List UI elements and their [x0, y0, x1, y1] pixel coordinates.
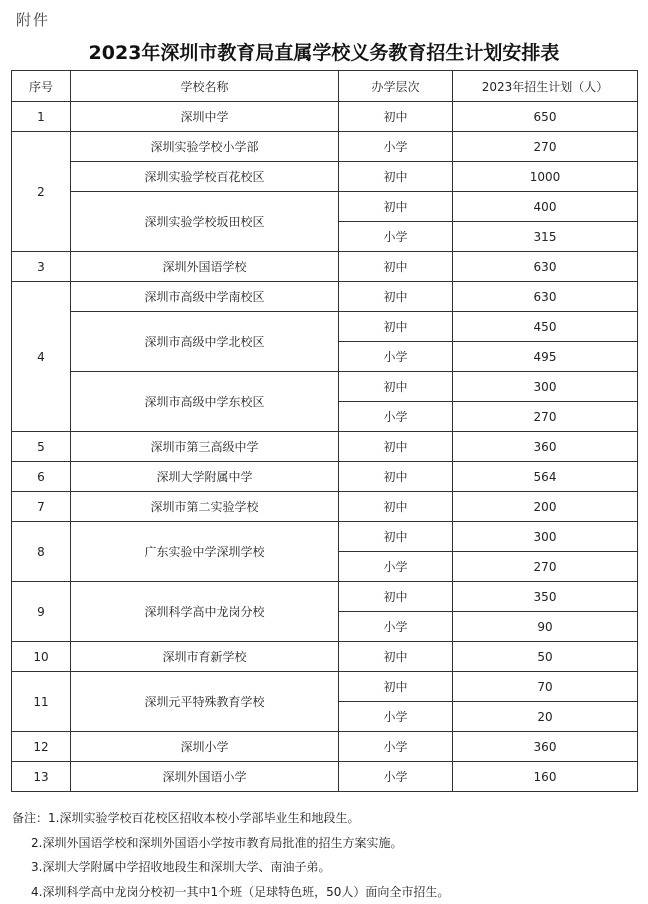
school-name-cell: 深圳市高级中学北校区 [71, 312, 339, 372]
enrollment-plan-table [11, 70, 638, 792]
level-cell: 初中 [339, 522, 453, 552]
school-name-cell: 深圳元平特殊教育学校 [71, 672, 339, 732]
level-cell: 小学 [339, 222, 453, 252]
school-name-cell: 深圳实验学校小学部 [71, 132, 339, 162]
school-name-cell: 深圳实验学校百花校区 [71, 162, 339, 192]
level-cell: 初中 [339, 312, 453, 342]
level-cell: 初中 [339, 492, 453, 522]
plan-count-cell: 564 [453, 462, 638, 492]
table-row [12, 252, 638, 282]
note-1: 备注：1.深圳实验学校百花校区招收本校小学部毕业生和地段生。 [12, 811, 360, 825]
table-row [12, 312, 638, 342]
level-cell: 初中 [339, 372, 453, 402]
level-cell: 初中 [339, 672, 453, 702]
seq-cell: 8 [12, 522, 71, 582]
header-seq: 序号 [12, 71, 71, 102]
table-row [12, 102, 638, 132]
table-row [12, 162, 638, 192]
plan-count-cell: 70 [453, 672, 638, 702]
plan-count-cell: 300 [453, 522, 638, 552]
level-cell: 小学 [339, 702, 453, 732]
level-cell: 初中 [339, 162, 453, 192]
note-2: 2.深圳外国语学校和深圳外国语小学按市教育局批准的招生方案实施。 [31, 835, 403, 850]
plan-count-cell: 360 [453, 732, 638, 762]
table-row [12, 372, 638, 402]
plan-count-cell: 270 [453, 552, 638, 582]
seq-cell: 4 [12, 282, 71, 432]
school-name-cell: 深圳市高级中学南校区 [71, 282, 339, 312]
page-title: 2023年深圳市教育局直属学校义务教育招生计划安排表 [88, 42, 560, 64]
level-cell: 小学 [339, 342, 453, 372]
attachment-label: 附件 [16, 11, 51, 29]
table-row [12, 282, 638, 312]
seq-cell: 1 [12, 102, 71, 132]
plan-count-cell: 630 [453, 252, 638, 282]
plan-count-cell: 400 [453, 192, 638, 222]
school-name-cell: 广东实验中学深圳学校 [71, 522, 339, 582]
level-cell: 初中 [339, 432, 453, 462]
table-row [12, 522, 638, 552]
school-name-cell: 深圳市育新学校 [71, 642, 339, 672]
table-row [12, 192, 638, 222]
level-cell: 初中 [339, 582, 453, 612]
school-name-cell: 深圳大学附属中学 [71, 462, 339, 492]
plan-count-cell: 200 [453, 492, 638, 522]
plan-count-cell: 630 [453, 282, 638, 312]
level-cell: 小学 [339, 732, 453, 762]
school-name-cell: 深圳市高级中学东校区 [71, 372, 339, 432]
school-name-cell: 深圳中学 [71, 102, 339, 132]
notes [12, 806, 638, 904]
plan-count-cell: 315 [453, 222, 638, 252]
level-cell: 小学 [339, 612, 453, 642]
school-name-cell: 深圳科学高中龙岗分校 [71, 582, 339, 642]
plan-count-cell: 20 [453, 702, 638, 732]
plan-count-cell: 300 [453, 372, 638, 402]
level-cell: 初中 [339, 642, 453, 672]
table-row [12, 492, 638, 522]
seq-cell: 11 [12, 672, 71, 732]
seq-cell: 9 [12, 582, 71, 642]
school-name-cell: 深圳市第三高级中学 [71, 432, 339, 462]
header-plan: 2023年招生计划（人） [453, 71, 638, 102]
level-cell: 小学 [339, 132, 453, 162]
school-name-cell: 深圳外国语学校 [71, 252, 339, 282]
table-body [12, 102, 638, 792]
plan-count-cell: 1000 [453, 162, 638, 192]
note-3: 3.深圳大学附属中学招收地段生和深圳大学、南油子弟。 [31, 860, 331, 874]
note-4: 4.深圳科学高中龙岗分校初一其中1个班（足球特色班，50人）面向全市招生。 [31, 884, 450, 899]
seq-cell: 12 [12, 732, 71, 762]
table-row [12, 462, 638, 492]
seq-cell: 7 [12, 492, 71, 522]
school-name-cell: 深圳实验学校坂田校区 [71, 192, 339, 252]
level-cell: 初中 [339, 252, 453, 282]
level-cell: 小学 [339, 552, 453, 582]
seq-cell: 3 [12, 252, 71, 282]
table-row [12, 432, 638, 462]
seq-cell: 2 [12, 132, 71, 252]
seq-cell: 6 [12, 462, 71, 492]
seq-cell: 10 [12, 642, 71, 672]
plan-count-cell: 495 [453, 342, 638, 372]
seq-cell: 13 [12, 762, 71, 792]
school-name-cell: 深圳小学 [71, 732, 339, 762]
level-cell: 初中 [339, 192, 453, 222]
header-level: 办学层次 [339, 71, 453, 102]
plan-count-cell: 350 [453, 582, 638, 612]
plan-count-cell: 270 [453, 132, 638, 162]
level-cell: 小学 [339, 762, 453, 792]
plan-count-cell: 90 [453, 612, 638, 642]
level-cell: 初中 [339, 102, 453, 132]
plan-count-cell: 650 [453, 102, 638, 132]
level-cell: 初中 [339, 462, 453, 492]
plan-count-cell: 360 [453, 432, 638, 462]
header-school: 学校名称 [71, 71, 339, 102]
school-name-cell: 深圳外国语小学 [71, 762, 339, 792]
table-row [12, 732, 638, 762]
plan-count-cell: 160 [453, 762, 638, 792]
table-header-row [12, 71, 638, 102]
table-row [12, 762, 638, 792]
level-cell: 初中 [339, 282, 453, 312]
plan-count-cell: 50 [453, 642, 638, 672]
table-row [12, 132, 638, 162]
table-row [12, 672, 638, 702]
level-cell: 小学 [339, 402, 453, 432]
plan-count-cell: 450 [453, 312, 638, 342]
school-name-cell: 深圳市第二实验学校 [71, 492, 339, 522]
table-row [12, 642, 638, 672]
plan-count-cell: 270 [453, 402, 638, 432]
table-row [12, 582, 638, 612]
seq-cell: 5 [12, 432, 71, 462]
